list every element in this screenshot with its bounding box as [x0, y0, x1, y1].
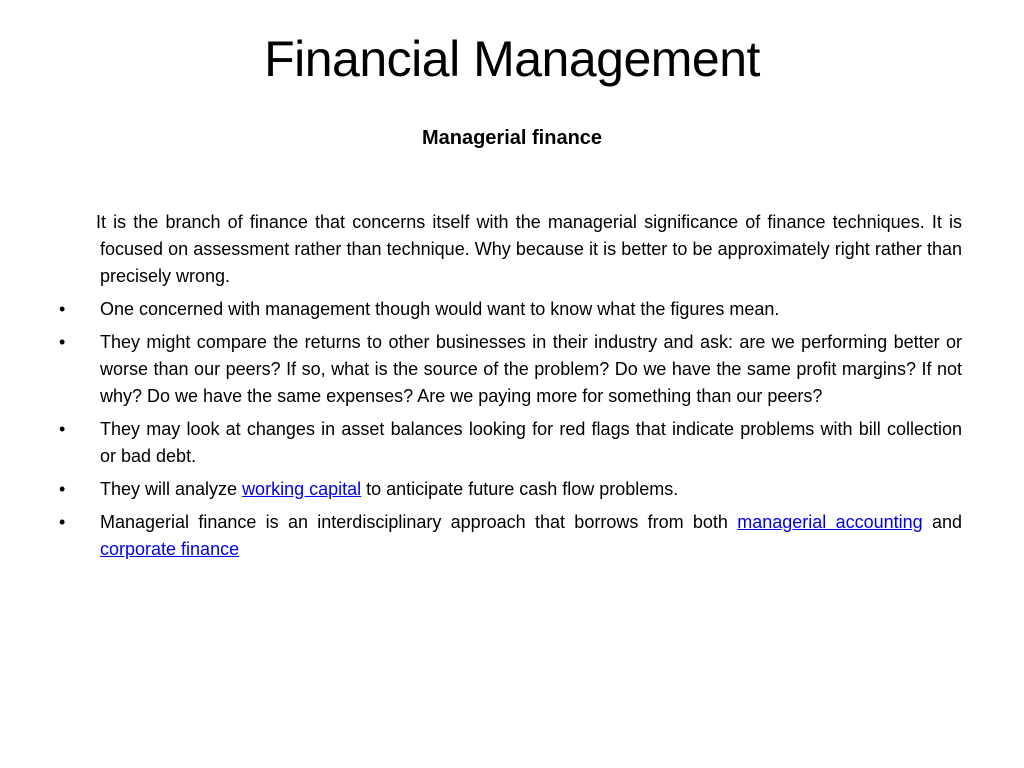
bullet-item [59, 296, 962, 323]
intro-paragraph [62, 209, 962, 290]
bullet-text-prefix: They will analyze [100, 479, 243, 499]
bullet-item [59, 476, 962, 503]
managerial-accounting-link[interactable]: managerial accounting [737, 512, 923, 532]
bullet-text-suffix: to anticipate future cash flow problems. [361, 479, 679, 499]
bullet-icon: • [59, 332, 66, 352]
bullet-text-middle: and [922, 512, 962, 532]
bullet-item [59, 416, 962, 470]
bullet-text [100, 476, 962, 503]
bullet-icon: • [59, 299, 66, 319]
bullet-text [100, 509, 962, 563]
working-capital-link[interactable]: working capital [242, 479, 362, 499]
bullet-icon: • [59, 419, 66, 439]
bullet-text: They may look at changes in asset balances looking for red flags that indicate problems with bill collection or bad debt. [100, 419, 962, 466]
bullet-text: One concerned with management though would want to know what the figures mean. [100, 299, 780, 319]
slide-title: Financial Management [264, 31, 760, 87]
bullet-text-prefix: Managerial finance is an interdisciplinary approach that borrows from both [100, 512, 738, 532]
bullet-item [59, 329, 962, 410]
slide-subtitle: Managerial finance [421, 127, 603, 149]
intro-text: It is the branch of finance that concerns itself with the managerial significance of finance techniques. It is focused on assessment rather than technique. Why because it is better to be approximately right rather than precisely wrong. [96, 212, 962, 286]
bullet-item [59, 509, 962, 563]
bullet-icon: • [59, 512, 66, 532]
bullet-text: They might compare the returns to other businesses in their industry and ask: are we performing better or worse than our peers? If so, what is the source of the problem? Do we have the same profit margins? If not why? Do we have the same expenses? Are we paying more for something than our peers? [100, 332, 962, 406]
bullet-icon: • [59, 479, 66, 499]
slide-body [59, 209, 962, 569]
corporate-finance-link[interactable]: corporate finance [100, 539, 240, 559]
